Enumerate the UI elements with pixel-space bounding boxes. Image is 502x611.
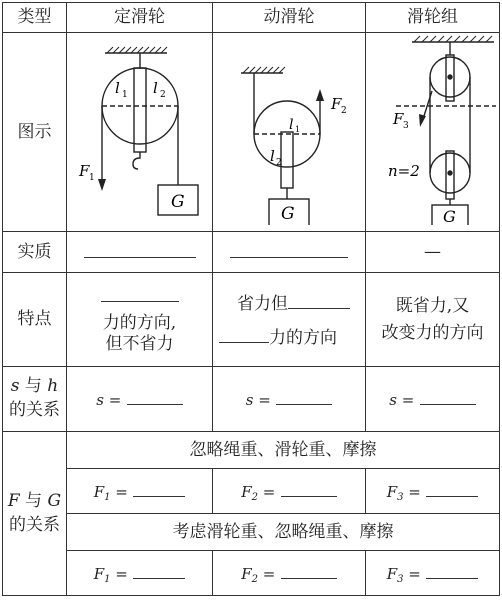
header-fixed-pulley: 定滑轮 xyxy=(67,3,213,33)
label-n-equals: n=2 xyxy=(388,162,420,180)
ignore-f-row xyxy=(3,469,500,514)
f1-sub: 1 xyxy=(104,491,111,503)
f2-var-c: F xyxy=(241,564,252,583)
label-F1-sub: 1 xyxy=(89,173,95,183)
essence-row-label: 实质 xyxy=(3,232,67,273)
f2-eq: = xyxy=(262,482,276,501)
s-movable-cell xyxy=(213,367,366,432)
feature-row xyxy=(3,273,500,367)
ignore-f1-cell xyxy=(67,469,213,514)
ignore-f2-cell xyxy=(213,469,366,514)
pulley-group-diagram xyxy=(366,33,500,225)
f3-eq: = xyxy=(408,482,421,501)
feature-movable-pre: 省力但 xyxy=(237,293,288,314)
f1-sub-c: 1 xyxy=(104,573,111,585)
label-relation-fg: 的关系 xyxy=(9,514,60,535)
consider-f3-blank[interactable] xyxy=(426,561,478,579)
feature-group-line1: 既省力,又 xyxy=(395,295,470,316)
var-g: G xyxy=(47,490,62,511)
label-F3: F xyxy=(393,110,404,128)
consider-f2-blank[interactable] xyxy=(281,561,337,579)
feature-movable-post: 力的方向 xyxy=(269,327,337,348)
figure-row-label: 图示 xyxy=(3,33,67,232)
ignore-f1-blank[interactable] xyxy=(133,479,185,497)
s-eq-group: s = xyxy=(389,391,415,410)
pulley-group-cell xyxy=(366,33,500,232)
var-f: F xyxy=(7,490,20,511)
feature-row-label: 特点 xyxy=(3,273,67,367)
ignore-header-row xyxy=(3,432,500,469)
label-G-movable: G xyxy=(281,204,295,224)
essence-group-dash: — xyxy=(366,232,500,273)
s-eq-fixed: s = xyxy=(96,391,122,410)
f1-eq: = xyxy=(115,482,128,501)
label-F2: F xyxy=(331,95,342,113)
f2-sub-c: 2 xyxy=(251,573,259,585)
label-relation: 的关系 xyxy=(9,400,60,421)
f3-sub: 3 xyxy=(397,491,404,503)
label-l2-movable: l xyxy=(270,147,275,165)
label-G-group: G xyxy=(443,207,456,225)
consider-f1-blank[interactable] xyxy=(133,561,185,579)
f3-var: F xyxy=(386,482,398,501)
label-F1: F xyxy=(79,162,90,180)
f1-eq-c: = xyxy=(115,564,128,583)
var-s: s xyxy=(10,376,20,397)
feature-fixed-line1: 力的方向, xyxy=(102,312,177,333)
ignore-f2-blank[interactable] xyxy=(281,479,337,497)
label-l2-sub: 2 xyxy=(160,90,166,100)
label-l2-movable-sub: 2 xyxy=(276,158,282,168)
f3-eq-c: = xyxy=(408,564,421,583)
label-F2-sub: 2 xyxy=(341,106,347,116)
movable-pulley-cell xyxy=(213,33,366,232)
header-type: 类型 xyxy=(3,3,67,33)
header-pulley-group: 滑轮组 xyxy=(366,3,500,33)
label-l2: l xyxy=(153,79,158,97)
s-eq-movable: s = xyxy=(245,391,271,410)
f-g-relation-label xyxy=(3,432,67,596)
s-fixed-blank[interactable] xyxy=(127,387,183,405)
feature-movable-cell xyxy=(213,273,366,367)
essence-fixed-blank[interactable] xyxy=(67,232,213,273)
label-l1-movable: l xyxy=(289,117,294,133)
ignore-f3-blank[interactable] xyxy=(426,479,478,497)
feature-group-line2: 改变力的方向 xyxy=(381,322,484,343)
s-h-relation-label xyxy=(3,367,67,432)
consider-header-row xyxy=(3,514,500,551)
label-G-fixed: G xyxy=(171,192,185,212)
s-group-cell xyxy=(366,367,500,432)
feature-movable-blank-2[interactable] xyxy=(219,325,269,343)
essence-movable-blank[interactable] xyxy=(213,232,366,273)
var-h: h xyxy=(47,376,59,397)
f2-eq-c: = xyxy=(262,564,276,583)
feature-movable-blank-1[interactable] xyxy=(288,291,350,309)
label-yu-fg: 与 xyxy=(25,490,43,511)
feature-group-cell xyxy=(366,273,500,367)
feature-fixed-blank[interactable] xyxy=(101,284,179,302)
fixed-pulley-cell xyxy=(67,33,213,232)
header-movable-pulley: 动滑轮 xyxy=(213,3,366,33)
consider-f2-cell xyxy=(213,551,366,596)
force-arrow-icon xyxy=(316,89,324,101)
movable-pulley-diagram xyxy=(213,33,366,225)
f1-var-c: F xyxy=(93,564,105,583)
f2-sub: 2 xyxy=(251,491,259,503)
feature-fixed-cell xyxy=(67,273,213,367)
s-movable-blank[interactable] xyxy=(276,387,332,405)
consider-f-row xyxy=(3,551,500,596)
essence-row xyxy=(3,232,500,273)
s-h-relation-row xyxy=(3,367,500,432)
ignore-all-heading: 忽略绳重、滑轮重、摩擦 xyxy=(67,432,500,469)
consider-f3-cell xyxy=(366,551,500,596)
s-group-blank[interactable] xyxy=(420,387,476,405)
label-yu: 与 xyxy=(24,376,42,397)
force-arrow-icon xyxy=(98,179,106,191)
feature-fixed-line2: 但不省力 xyxy=(105,333,174,354)
f2-var: F xyxy=(241,482,252,501)
label-l1-movable-sub: 1 xyxy=(295,125,301,134)
consider-f1-cell xyxy=(67,551,213,596)
label-l1-sub: 1 xyxy=(122,90,128,100)
header-row xyxy=(3,3,500,33)
s-fixed-cell xyxy=(67,367,213,432)
fixed-pulley-diagram xyxy=(67,33,213,225)
force-arrow-icon xyxy=(419,114,426,127)
f3-sub-c: 3 xyxy=(397,573,404,585)
figure-row xyxy=(3,33,500,232)
consider-wheel-heading: 考虑滑轮重、忽略绳重、摩擦 xyxy=(67,514,500,551)
pulley-comparison-table xyxy=(2,2,500,596)
f1-var: F xyxy=(93,482,105,501)
label-F3-sub: 3 xyxy=(403,121,409,131)
f3-var-c: F xyxy=(386,564,398,583)
ignore-f3-cell xyxy=(366,469,500,514)
label-l1: l xyxy=(115,79,120,97)
